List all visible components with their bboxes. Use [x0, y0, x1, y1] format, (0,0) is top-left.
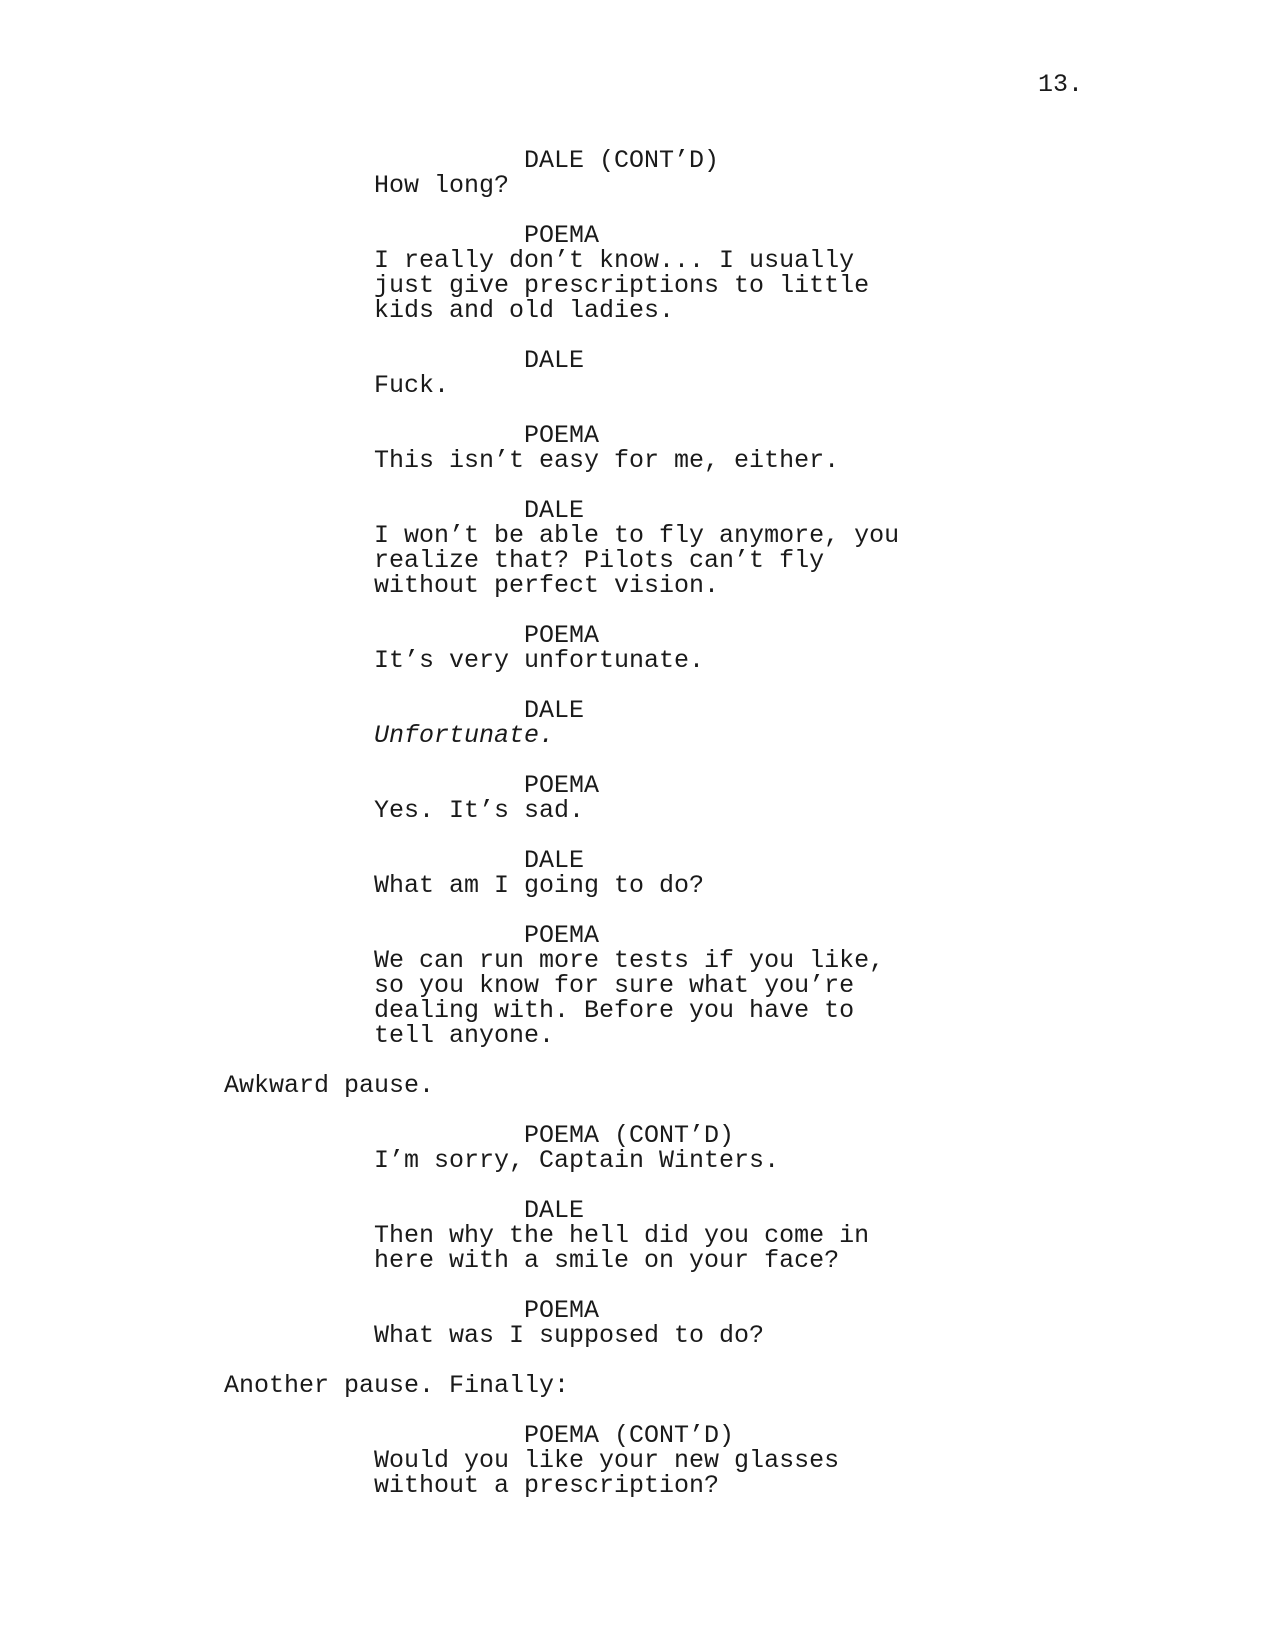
- dialogue-line: dealing with. Before you have to: [374, 996, 855, 1025]
- character-name: DALE: [524, 696, 585, 725]
- page-number: 13.: [1038, 70, 1084, 99]
- dialogue-line: here with a smile on your face?: [374, 1246, 840, 1275]
- dialogue-line: What am I going to do?: [374, 871, 705, 900]
- screenplay-body: [0, 148, 1275, 1523]
- character-name: POEMA (CONT’D): [524, 1421, 735, 1450]
- dialogue-block: [0, 423, 1275, 473]
- dialogue-line: without a prescription?: [374, 1471, 720, 1500]
- character-name: POEMA: [524, 621, 600, 650]
- action-line: Another pause. Finally:: [224, 1371, 570, 1400]
- character-name: POEMA: [524, 921, 600, 950]
- dialogue-line: tell anyone.: [374, 1021, 555, 1050]
- dialogue-line: I really don’t know... I usually: [374, 246, 855, 275]
- action-block: [0, 1073, 1275, 1098]
- dialogue-line: Fuck.: [374, 371, 450, 400]
- dialogue-block: [0, 848, 1275, 898]
- dialogue-block: [0, 773, 1275, 823]
- dialogue-block: [0, 348, 1275, 398]
- character-name: DALE: [524, 496, 585, 525]
- dialogue-line: I’m sorry, Captain Winters.: [374, 1146, 780, 1175]
- character-name: DALE: [524, 1196, 585, 1225]
- dialogue-line: This isn’t easy for me, either.: [374, 446, 840, 475]
- dialogue-block: [0, 498, 1275, 598]
- dialogue-block: [0, 223, 1275, 323]
- dialogue-line: Unfortunate.: [374, 721, 555, 750]
- character-name: POEMA: [524, 1296, 600, 1325]
- character-name: POEMA (CONT’D): [524, 1121, 735, 1150]
- dialogue-block: [0, 1298, 1275, 1348]
- character-name: POEMA: [524, 421, 600, 450]
- dialogue-line: Then why the hell did you come in: [374, 1221, 870, 1250]
- dialogue-line: Would you like your new glasses: [374, 1446, 840, 1475]
- dialogue-block: [0, 623, 1275, 673]
- character-name: POEMA: [524, 221, 600, 250]
- dialogue-line: just give prescriptions to little: [374, 271, 870, 300]
- dialogue-line: Yes. It’s sad.: [374, 796, 585, 825]
- dialogue-line: realize that? Pilots can’t fly: [374, 546, 825, 575]
- dialogue-line: It’s very unfortunate.: [374, 646, 705, 675]
- character-name: DALE (CONT’D): [524, 146, 720, 175]
- dialogue-block: [0, 1423, 1275, 1498]
- action-line: Awkward pause.: [224, 1071, 435, 1100]
- dialogue-line: without perfect vision.: [374, 571, 720, 600]
- dialogue-block: [0, 148, 1275, 198]
- dialogue-line: I won’t be able to fly anymore, you: [374, 521, 900, 550]
- dialogue-line: How long?: [374, 171, 510, 200]
- dialogue-block: [0, 1198, 1275, 1273]
- dialogue-block: [0, 923, 1275, 1048]
- dialogue-line: so you know for sure what you’re: [374, 971, 855, 1000]
- character-name: POEMA: [524, 771, 600, 800]
- dialogue-line: kids and old ladies.: [374, 296, 675, 325]
- character-name: DALE: [524, 346, 585, 375]
- dialogue-block: [0, 1123, 1275, 1173]
- action-block: [0, 1373, 1275, 1398]
- character-name: DALE: [524, 846, 585, 875]
- dialogue-block: [0, 698, 1275, 748]
- dialogue-line: We can run more tests if you like,: [374, 946, 885, 975]
- dialogue-line: What was I supposed to do?: [374, 1321, 765, 1350]
